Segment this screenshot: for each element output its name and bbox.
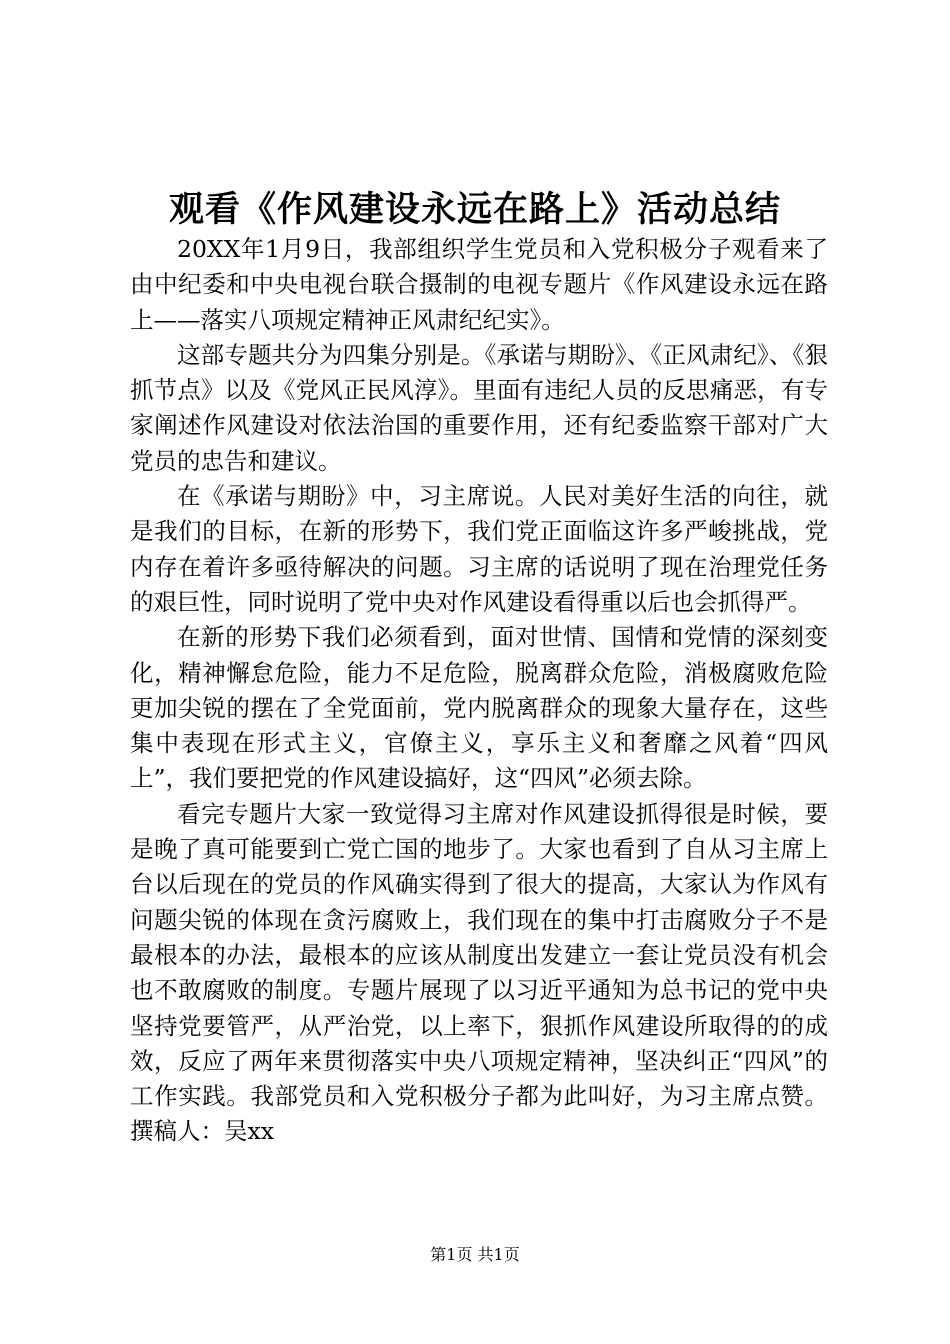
paragraph-5: 看完专题片大家一致觉得习主席对作风建设抓得很是时候，要是晚了真可能要到亡党亡国的地步了。大家也看到了自从习主席上台以后现在的党员的作风确实得到了很大的提高，大家认为作风有问题尖锐的体现在贪污腐败上，我们现在的集中打击腐败分子不是最根本的办法，最根本的应该从制度出发建立一套让党员没有机会也不敢腐败的制度。专题片展现了以习近平通知为总书记的党中央坚持党要管严，从严治党，以上率下，狠抓作风建设所取得的的成效，反应了两年来贯彻落实中央八项规定精神，坚决纠正“四风”的工作实践。我部党员和入党积极分子都为此叫好，为习主席点赞。撰稿人：吴xx: [130, 799, 828, 1146]
document-title: 观看《作风建设永远在路上》活动总结: [168, 189, 781, 230]
paragraph-1: 20XX年1月9日，我部组织学生党员和入党积极分子观看来了由中纪委和中央电视台联合摄制的电视专题片《作风建设永远在路上——落实八项规定精神正风肃纪纪实》。: [130, 235, 828, 334]
document-body: [130, 232, 828, 1150]
page-footer: 第1页 共1页: [430, 1245, 520, 1264]
paragraph-4: 在新的形势下我们必须看到，面对世情、国情和党情的深刻变化，精神懈怠危险，能力不足危险，脱离群众危险，消极腐败危险更加尖锐的摆在了全党面前，党内脱离群众的现象大量存在，这些集中表现在形式主义，官僚主义，享乐主义和奢靡之风着“四风上”，我们要把党的作风建设搞好，这“四风”必须去除。: [130, 623, 828, 793]
paragraph-3: 在《承诺与期盼》中，习主席说。人民对美好生活的向往，就是我们的目标，在新的形势下，我们党正面临这许多严峻挑战，党内存在着许多亟待解决的问题。习主席的话说明了现在治理党任务的艰巨性，同时说明了党中央对作风建设看得重以后也会抓得严。: [130, 482, 828, 616]
paragraph-2: 这部专题共分为四集分别是。《承诺与期盼》、《正风肃纪》、《狠抓节点》以及《党风正民风淳》。里面有违纪人员的反思痛恶，有专家阐述作风建设对依法治国的重要作用，还有纪委监察干部对广大党员的忠告和建议。: [130, 340, 828, 475]
